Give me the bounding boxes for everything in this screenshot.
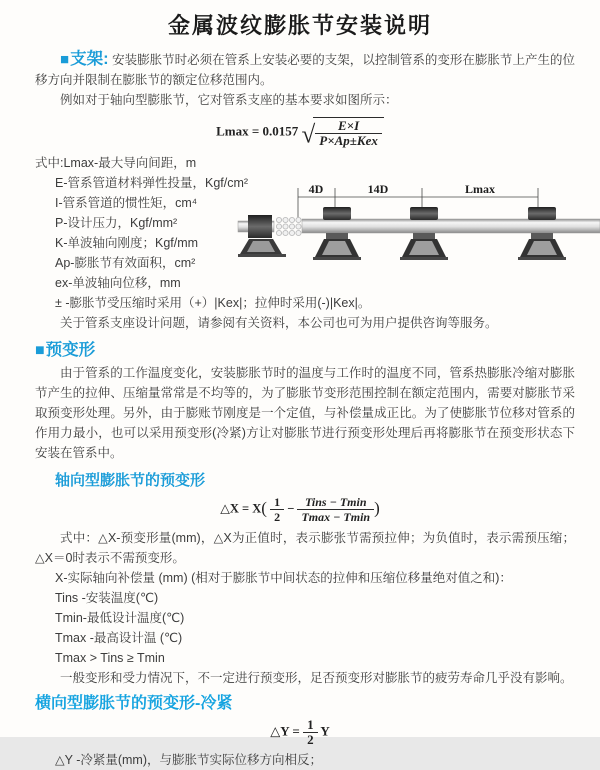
lateral-formula [0,718,600,747]
lateral-desc: △Y -冷紧量(mm)，与膨胀节实际位移方向相反； [55,753,323,768]
support-section-heading: 支架: [70,50,109,68]
axial-formula-lhs: △X = X [220,501,262,516]
open-paren: ( [261,498,267,518]
axial-desc: 式中：△X-预变形量(mm)，△X为正值时，表示膨张节需预拉伸；为负值时，表示需预压缩；△X＝0时表示不需预变形。 [35,531,575,566]
lmax-formula-radicand [313,117,384,148]
half-numerator: 1 [303,718,318,733]
bellows-icon [276,218,301,236]
lmax-formula-denominator: P×Ap±Kex [319,133,378,148]
pipe-support [518,207,566,260]
sqrt-radical-sign: √ [301,121,314,149]
temp-numerator: Tins − Tmin [297,495,374,510]
axial-x-definition: X-实际轴向补偿量 (mm) (相对于膨胀节中间状态的拉伸和压缩位移量绝对值之和)： [55,571,512,586]
lateral-subheading: 横向型膨胀节的预变形-冷紧 [35,695,233,713]
axial-note: 一般变形和受力情况下，不一定进行预变形，足否预变形对膨胀节的疲劳寿命几乎没有影响。 [60,671,573,686]
support-note: 关于管系支座设计问题，请参阅有关资料，本公司也可为用户提供咨询等服务。 [60,316,498,331]
support-intro-text: 安装膨胀节时必须在管系上安装必要的支架，以控制管系的变形在膨胀节上产生的位移方向并限制在膨胀节的额定位移范围内。 [35,53,575,87]
dimension-label-14d: 14D [367,182,389,197]
section-square-icon: ■ [60,51,70,68]
pipe-support-diagram [238,181,600,281]
pipe [302,219,600,233]
temp-definition: Tmax -最高设计温 (℃) [55,631,183,646]
variable-definitions [35,153,575,333]
lmax-formula-lhs: Lmax = 0.0157 [216,123,299,139]
support-section-intro [35,49,575,90]
minus-sign: − [287,501,295,516]
predeform-body: 由于管系的工作温度变化，安装膨胀节时的温度与工作时的温度不同，管系热膨胀冷缩对膨胀节产生的拉伸、压缩量常常是不均等的，为了膨胀节变形范围控制在额定范围内，需要对膨胀节采取预变形处理。另外，由于膨账节刚度是一个定值，与补偿量成正比。为了使膨胀节位移对管系的作用力最小，也可以采用预变形(冷紧)方让对膨胀节进行预变形处理后再将膨胀节在预变形状态下安装在管系中。 [35,366,575,461]
variable-line: K-单波轴向刚度；Kgf/mm [55,236,199,251]
pipe-support [313,207,361,260]
support-example-line: 例如对于轴向型膨胀节，它对管系支座的基本要求如图所示： [60,93,398,107]
temp-denominator: Tmax − Tmin [301,510,371,525]
predeform-heading-text: 预变形 [45,341,96,360]
close-paren: ) [374,498,380,518]
temp-definition: Tins -安装温度(℃) [55,591,159,606]
variable-line: 式中:Lmax-最大导向间距，m [35,156,197,171]
predeform-section-heading [35,340,600,361]
variable-line: P-设计压力，Kgf/mm² [55,216,178,231]
axial-subheading: 轴向型膨胀节的预变形 [55,472,206,490]
lateral-formula-rhs: Y [320,723,330,739]
variable-line: ex-单波轴向位移，mm [55,276,181,291]
lmax-formula [0,117,600,149]
axial-formula [0,495,600,524]
section-square-icon: ■ [35,342,45,360]
temp-relation: Tmax > Tins ≥ Tmin [55,651,165,666]
variable-line: ± -膨胀节受压缩时采用（+）|Kex|；拉伸时采用(-)|Kex|。 [55,296,371,311]
dimension-label-4d: 4D [308,182,324,197]
page-title: 金属波纹膨胀节安装说明 [167,13,432,38]
half-fraction [270,495,284,524]
pipe-support [400,207,448,260]
variable-line: Ap-膨胀节有效面积，cm² [55,256,196,271]
temp-fraction [297,495,374,524]
half-denominator: 2 [307,732,314,748]
dimension-label-lmax: Lmax [465,182,495,197]
temp-definition: Tmin-最低设计温度(℃) [55,611,185,626]
lateral-formula-lhs: △Y = [270,723,300,739]
variable-line: E-管系管道材料弹性投量，Kgf/cm² [55,176,249,191]
half-fraction [303,718,318,747]
variable-line: I-管系管道的惯性矩，cm⁴ [55,196,198,211]
lmax-formula-numerator: E×I [315,119,382,134]
lmax-formula-fraction [315,119,382,148]
half-numerator: 1 [270,495,284,510]
half-denominator: 2 [274,510,281,525]
